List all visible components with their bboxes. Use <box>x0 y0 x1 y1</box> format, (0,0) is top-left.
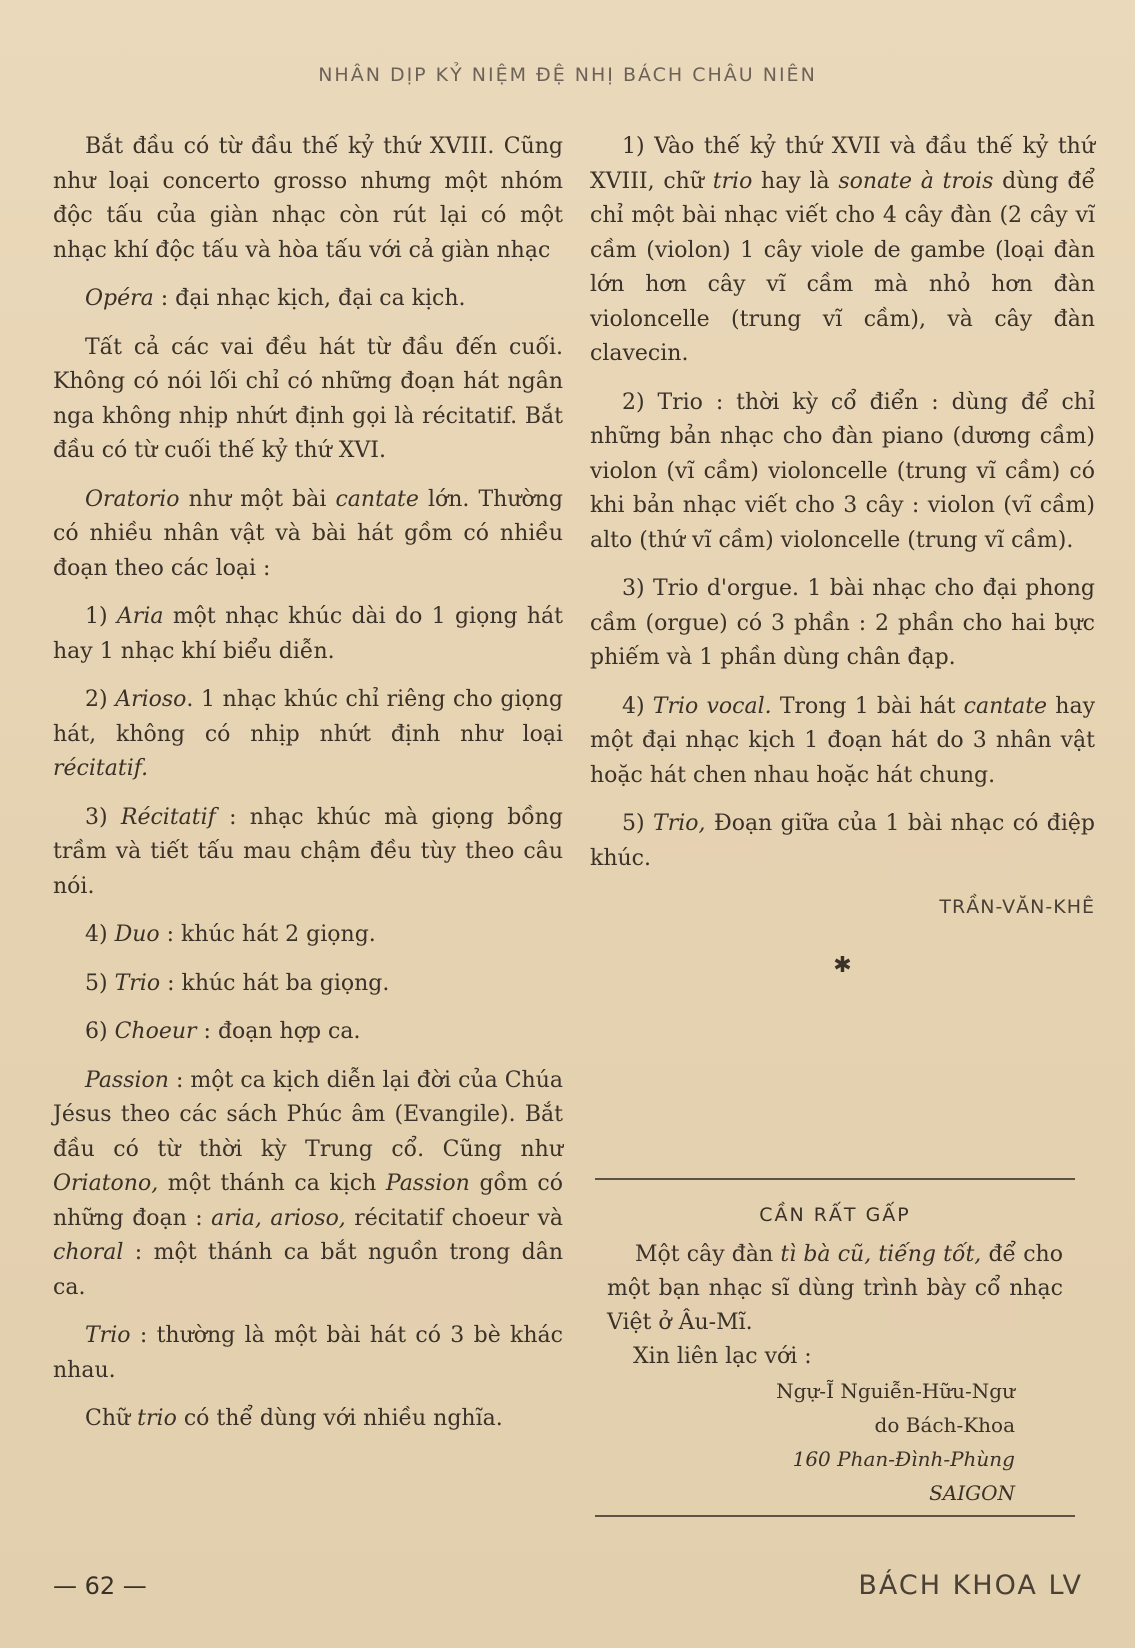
author-signature: TRẦN-VĂN-KHÊ <box>939 896 1095 918</box>
concerto-paragraph: Bắt đầu có từ đầu thế kỷ thứ XVIII. Cũng như loại concerto grosso nhưng một nhóm độc tấu của giàn nhạc còn rút lại có một nhạc khí độc tấu và hòa tấu với cả giàn nhạc <box>53 134 563 263</box>
list-item-aria: 1) Aria một nhạc khúc dài do 1 giọng hát hay 1 nhạc khí biểu diễn. <box>53 604 564 664</box>
opera-term: Opéra <box>85 286 154 311</box>
notice-care-of: do Bách-Khoa <box>874 1413 1015 1437</box>
oratorio-entry: Oratorio như một bài cantate lớn. Thường có nhiều nhân vật và bài hát gồm có nhiều đoạn theo các loại : <box>53 486 563 581</box>
notice-city: SAIGON <box>929 1481 1015 1505</box>
running-title: NHÂN DỊP KỶ NIỆM ĐỆ NHỊ BÁCH CHÂU NIÊN <box>318 64 817 86</box>
notice-body: Một cây đàn tì bà cũ, tiếng tốt, để cho một bạn nhạc sĩ dùng trình bày cổ nhạc Việt ở Âu-Mĩ. <box>607 1242 1063 1335</box>
notice-street: 160 Phan-Đình-Phùng <box>792 1447 1015 1471</box>
trio-meanings: Chữ trio có thể dùng với nhiều nghĩa. <box>85 1406 503 1431</box>
list-item-duo: 4) Duo : khúc hát 2 giọng. <box>85 922 376 947</box>
list-item-choeur: 6) Choeur : đoạn hợp ca. <box>85 1019 361 1044</box>
trio-meaning-4: 4) Trio vocal. Trong 1 bài hát cantate hay một đại nhạc kịch 1 đoạn hát do 3 nhân vật hoặc hát chen nhau hoặc hát chung. <box>590 693 1096 788</box>
trio-meaning-5: 5) Trio, Đoạn giữa của 1 bài nhạc có điệp khúc. <box>590 811 1096 871</box>
notice-title: CẦN RẤT GẤP <box>759 1204 911 1226</box>
trio-meaning-1: 1) Vào thế kỷ thứ XVII và đầu thế kỷ thứ XVIII, chữ trio hay là sonate à trois dùng để chỉ một bài nhạc viết cho 4 cây đàn (2 cây vĩ cầm (violon) 1 cây viole de gambe (loại đàn lớn hơn cây vĩ cầm mà nhỏ hơn đàn violoncelle (trung vĩ cầm), và cây đàn clavecin. <box>590 134 1095 366</box>
opera-description: Tất cả các vai đều hát từ đầu đến cuối. Không có nói lối chỉ có những đoạn hát ngân nga không nhịp nhứt định gọi là récitatif. Bắt đầu có từ cuối thế kỷ thứ XVI. <box>53 334 563 463</box>
trio-meaning-2: 2) Trio : thời kỳ cổ điển : dùng để chỉ những bản nhạc cho đàn piano (dương cầm) violon (vĩ cầm) violoncelle (trung vĩ cầm) có khi bản nhạc viết cho 3 cây : violon (vĩ cầm) alto (thứ vĩ cầm) violoncelle (trung vĩ cầm). <box>590 389 1095 553</box>
list-item-trio: 5) Trio : khúc hát ba giọng. <box>85 970 390 996</box>
list-item-recitatif: 3) Récitatif : nhạc khúc mà giọng bồng trầm và tiết tấu mau chậm đều tùy theo câu nói. <box>53 804 563 899</box>
notice-name: Ngự-Ĩ Nguiễn-Hữu-Ngư <box>776 1379 1015 1403</box>
right-column <box>590 130 1095 983</box>
left-column <box>53 130 563 1451</box>
trio-entry: Trio : thường là một bài hát có 3 bè khác nhau. <box>53 1323 563 1383</box>
page-number: — 62 — <box>53 1572 147 1600</box>
passion-entry: Passion : một ca kịch diễn lại đời của Chúa Jésus theo các sách Phúc âm (Evangile). Bắt đầu có từ thời kỳ Trung cổ. Cũng như Oriatono, một thánh ca kịch Passion gồm có những đoạn : aria, arioso, récitatif choeur và choral : một thánh ca bắt nguồn trong dân ca. <box>53 1067 564 1300</box>
classified-notice <box>595 1178 1075 1517</box>
ornament-star-icon: ✱ <box>833 952 852 978</box>
magazine-name: BÁCH KHOA LV <box>858 1570 1083 1601</box>
notice-contact-label: Xin liên lạc với : <box>633 1344 812 1369</box>
trio-meaning-3: 3) Trio d'orgue. 1 bài nhạc cho đại phong cầm (orgue) có 3 phần : 2 phần cho hai bực phiếm và 1 phần dùng chân đạp. <box>590 576 1095 670</box>
list-item-arioso: 2) Arioso. 1 nhạc khúc chỉ riêng cho giọng hát, không có nhịp nhứt định như loại récitatif. <box>53 687 563 781</box>
opera-entry: Opéra : đại nhạc kịch, đại ca kịch. <box>85 286 466 311</box>
